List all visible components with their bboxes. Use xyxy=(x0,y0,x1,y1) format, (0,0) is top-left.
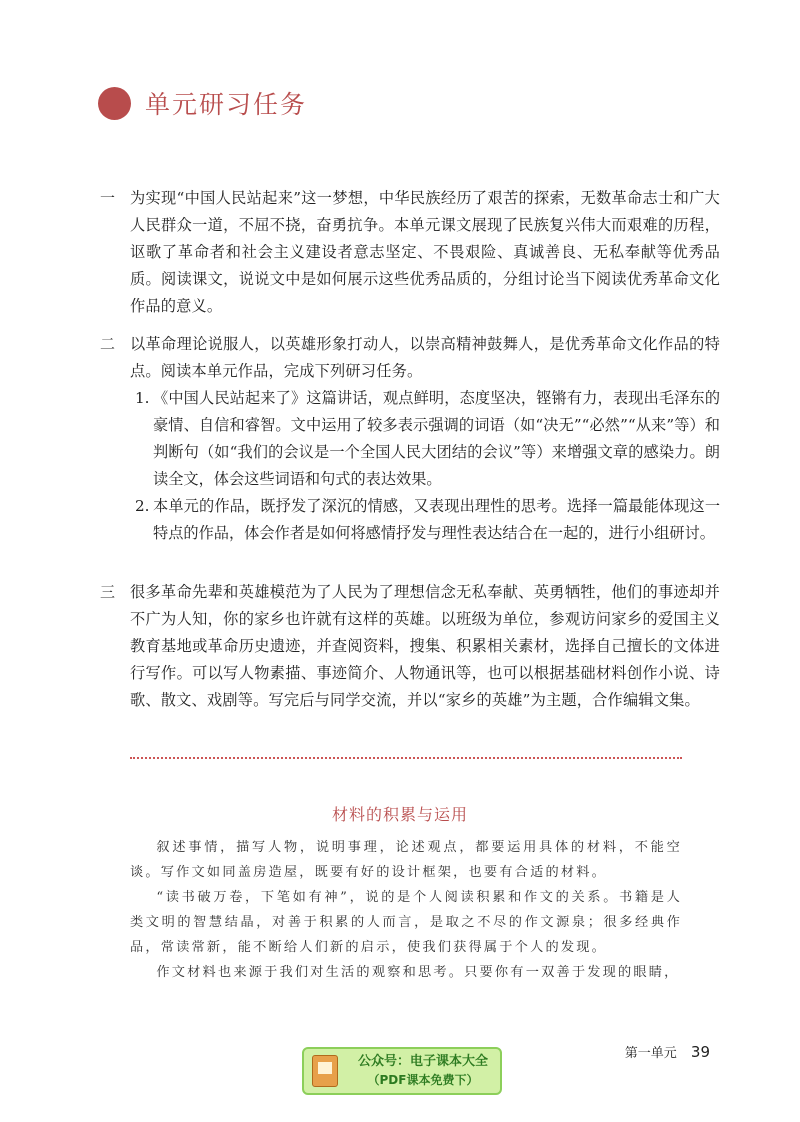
section-header xyxy=(98,85,307,121)
task-paragraph: 很多革命先辈和英雄模范为了人民为了理想信念无私奉献、英勇牺牲，他们的事迹却并不广为人知，你的家乡也许就有这样的英雄。以班级为单位，参观访问家乡的爱国主义教育基地或革命历史遗迹，并查阅资料，搜集、积累相关素材，选择自己擅长的文体进行写作。可以写人物素描、事迹简介、人物通讯等，也可以根据基础材料创作小说、诗歌、散文、戏剧等。写完后与同学交流，并以“家乡的英雄”为主题，合作编辑文集。 xyxy=(130,583,720,709)
task-number: 三 xyxy=(100,583,116,601)
circle-bullet-icon xyxy=(98,87,131,120)
task-paragraph: 以革命理论说服人，以英雄形象打动人，以崇高精神鼓舞人，是优秀革命文化作品的特点。阅读本单元作品，完成下列研习任务。 xyxy=(130,335,720,380)
page-footer xyxy=(625,1042,710,1061)
task-paragraph: 为实现“中国人民站起来”这一梦想，中华民族经历了艰苦的探索，无数革命志士和广大人民群众一道，不屈不挠，奋勇抗争。本单元课文展现了民族复兴伟大而艰难的历程，讴歌了革命者和社会主义建设者意志坚定、不畏艰险、真诚善良、无私奉献等优秀品质。阅读课文，说说文中是如何展示这些优秀品质的，分组讨论当下阅读优秀革命文化作品的意义。 xyxy=(130,189,720,315)
header-title: 单元研习任务 xyxy=(145,90,308,119)
sub-item-text: 《中国人民站起来了》这篇讲话，观点鲜明，态度坚决，铿锵有力，表现出毛泽东的豪情、自信和睿智。文中运用了较多表示强调的词语（如“决无”“必然”“从来”等）和判断句（如“我们的会议是一个全国人民大团结的会议”等）来增强文章的感染力。朗读全文，体会这些词语和句式的表达效果。 xyxy=(153,389,720,488)
section-title: 材料的积累与运用 xyxy=(331,805,468,824)
watermark-line-2: （PDF课本免费下） xyxy=(367,1073,479,1087)
task-3 xyxy=(100,579,720,714)
task-number: 一 xyxy=(100,189,116,207)
watermark-badge xyxy=(302,1047,502,1095)
unit-label: 第一单元 xyxy=(624,1046,677,1061)
material-paragraph: 叙述事情，描写人物，说明事理，论述观点，都要运用具体的材料，不能空谈。写作文如同盖房造屋，既要有好的设计框架，也要有合适的材料。 xyxy=(130,840,682,880)
book-icon xyxy=(310,1053,338,1089)
sub-item-text: 本单元的作品，既抒发了深沉的情感，又表现出理性的思考。选择一篇最能体现这一特点的作品，体会作者是如何将感情抒发与理性表达结合在一起的，进行小组研讨。 xyxy=(153,497,720,542)
watermark-line-1: 公众号：电子课本大全 xyxy=(357,1054,488,1069)
page-number: 39 xyxy=(690,1043,710,1061)
task-number: 二 xyxy=(100,335,116,353)
material-paragraph: “读书破万卷，下笔如有神”，说的是个人阅读积累和作文的关系。书籍是人类文明的智慧结晶，对善于积累的人而言，是取之不尽的作文源泉；很多经典作品，常读常新，能不断给人们新的启示，使我们获得属于个人的发现。 xyxy=(130,890,682,955)
task-1 xyxy=(100,185,720,320)
sub-item-2 xyxy=(135,493,720,547)
sub-item-number: 1. xyxy=(135,389,150,407)
dotted-divider xyxy=(130,757,682,759)
task-2 xyxy=(100,331,720,547)
material-text xyxy=(130,835,682,985)
sub-item-number: 2. xyxy=(135,497,150,515)
material-paragraph: 作文材料也来源于我们对生活的观察和思考。只要你有一双善于发现的眼睛， xyxy=(156,965,680,980)
sub-item-1 xyxy=(135,385,720,493)
